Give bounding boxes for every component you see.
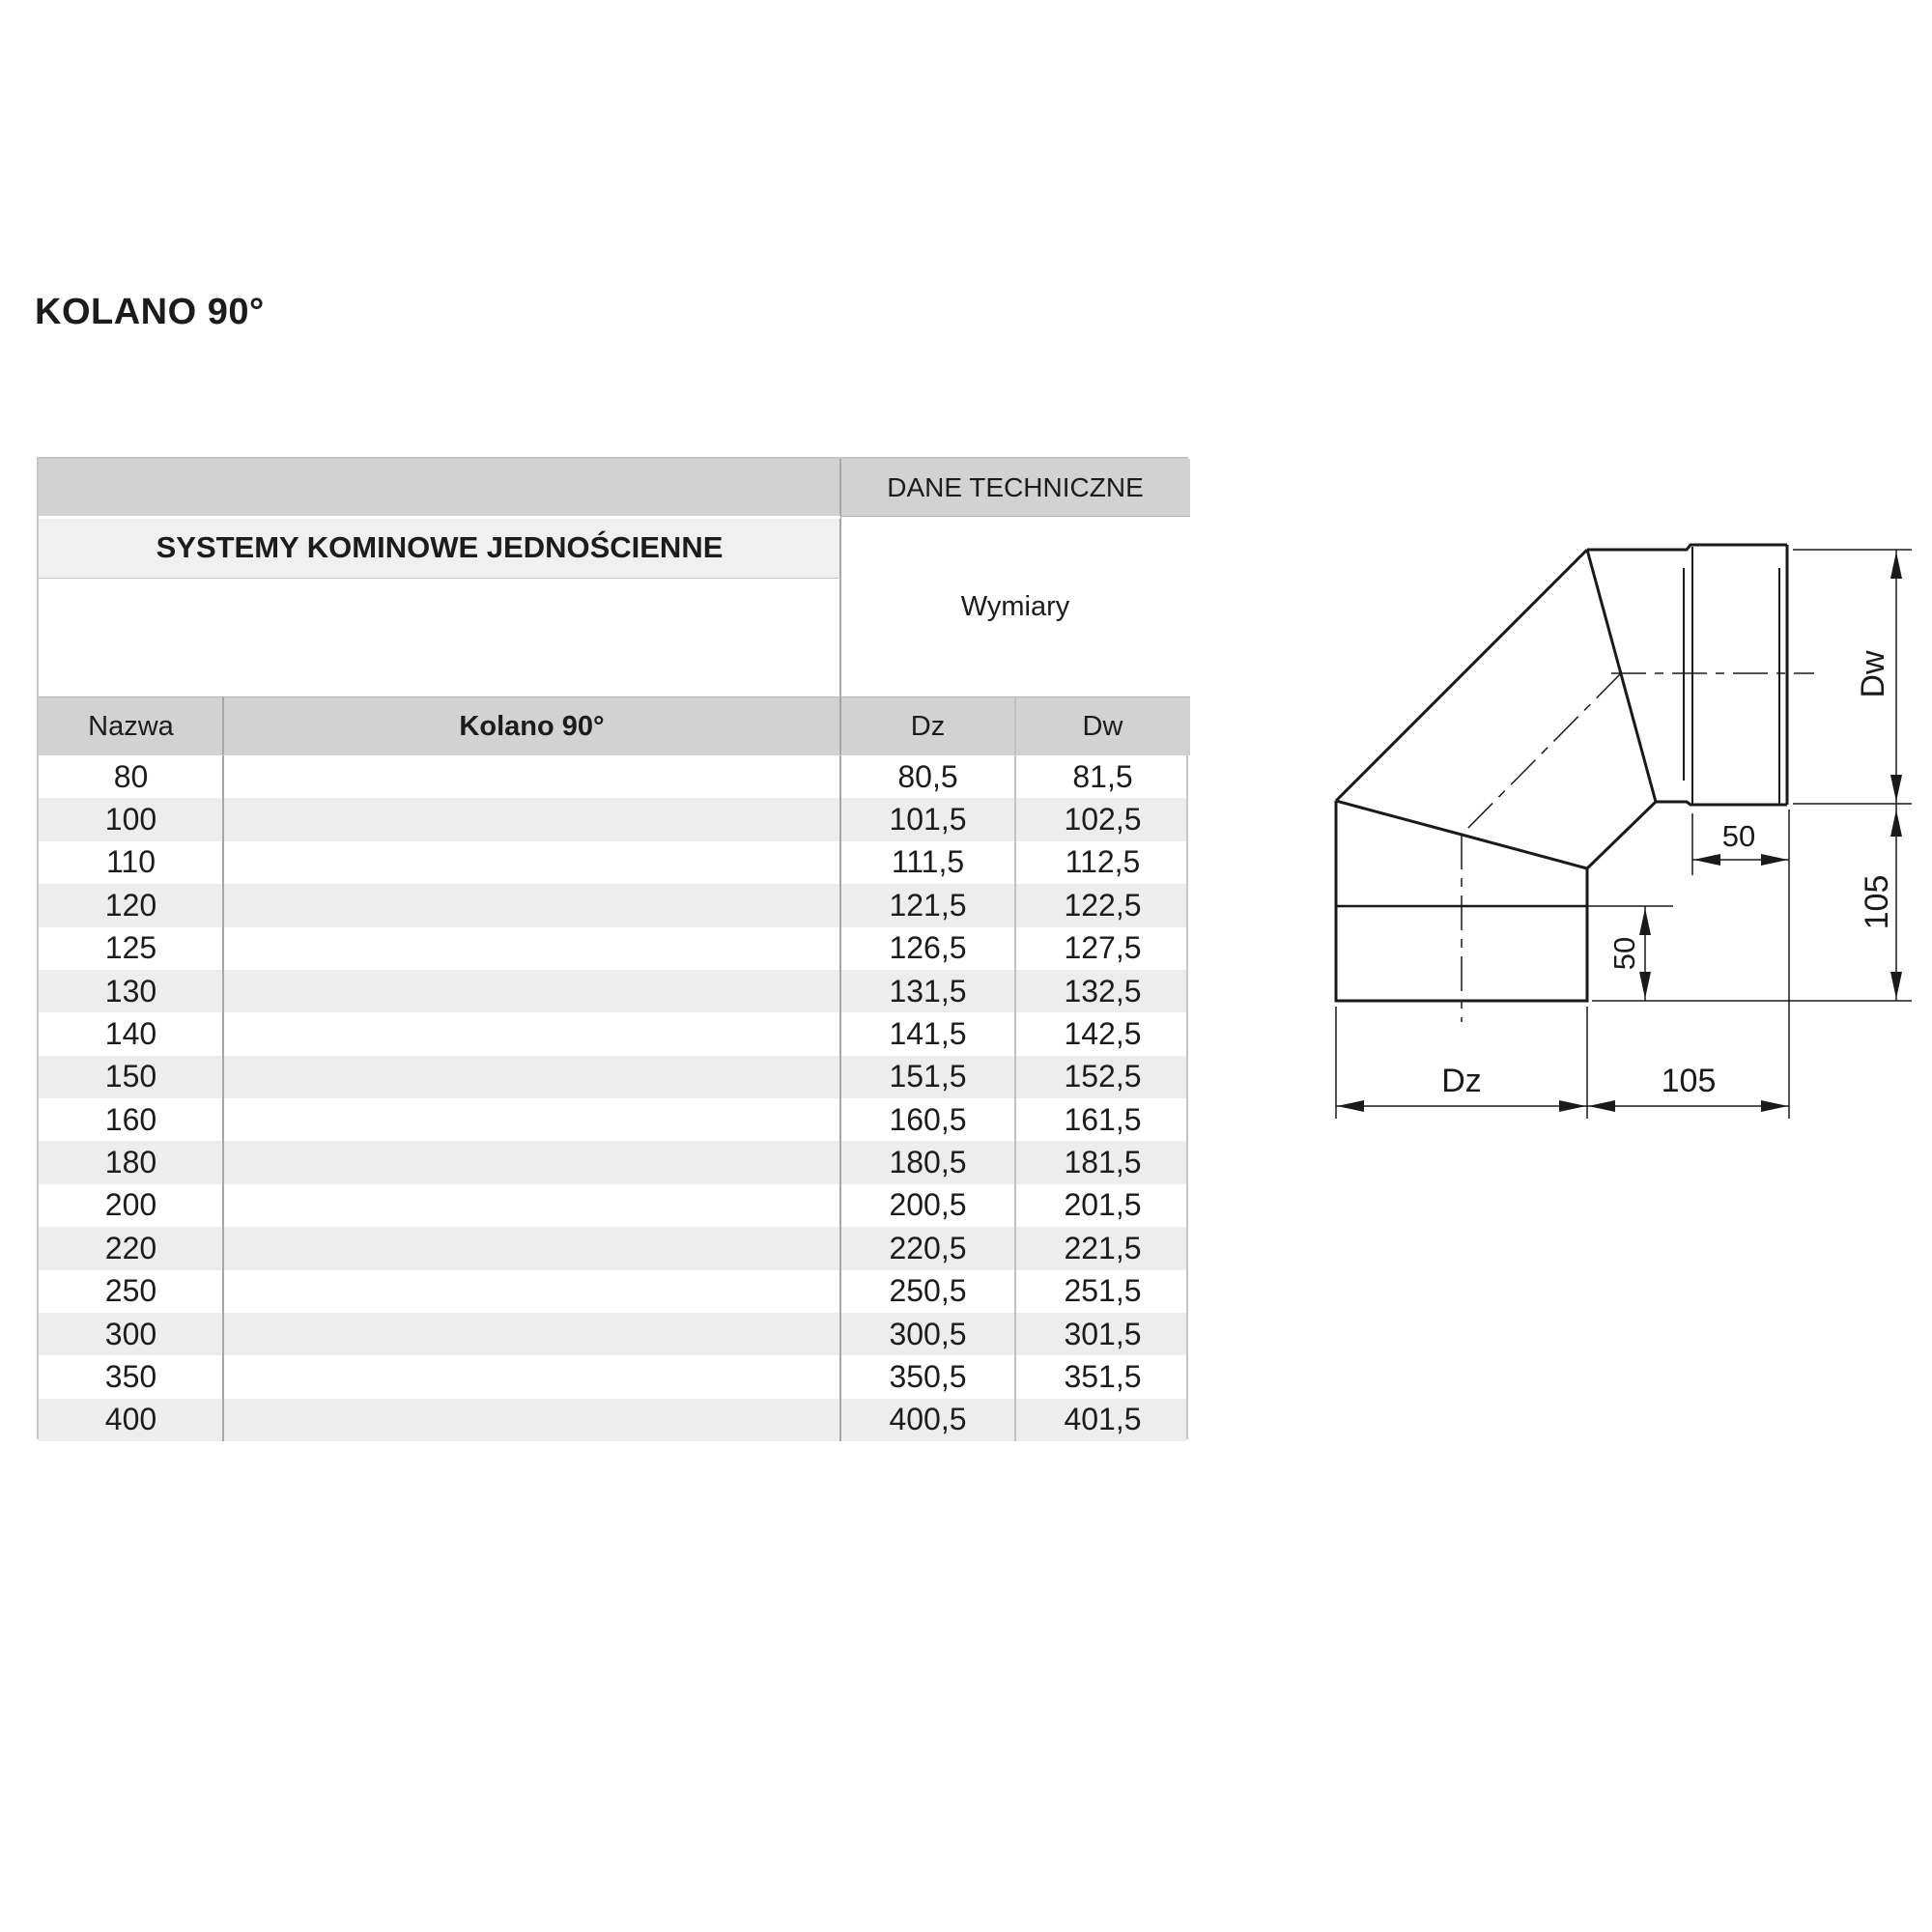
divider-main [839,459,841,1441]
cell-dw: 122,5 [1064,887,1142,923]
cell-nazwa: 300 [104,1316,157,1351]
cell-dw: 181,5 [1064,1145,1142,1180]
cell-dw: 142,5 [1064,1015,1142,1051]
cell-dw: 161,5 [1064,1101,1142,1137]
cell-nazwa: 120 [104,887,157,923]
table-corner-cell [39,459,840,517]
cell-kolano [223,798,840,840]
column-header-nazwa: Nazwa [39,697,223,755]
divider-row1-left [39,516,840,519]
cell-dz: 160,5 [889,1101,967,1137]
cell-dw: 201,5 [1064,1187,1142,1223]
dim-label-50-bottom: 50 [1607,936,1641,971]
cell-dz: 200,5 [889,1187,967,1223]
divider-nazwa [222,697,224,1441]
column-header-kolano: Kolano 90° [223,697,840,755]
cell-nazwa: 110 [105,844,156,880]
page-title: KOLANO 90° [35,292,265,332]
dim-label-dw: Dw [1855,650,1891,698]
cell-kolano [223,1313,840,1355]
cell-kolano [223,1227,840,1269]
cell-dz: 111,5 [891,844,965,880]
cell-kolano [223,1012,840,1055]
cell-kolano [223,841,840,884]
header-dane-techniczne: DANE TECHNICZNE [840,459,1190,517]
dim-label-dz: Dz [1441,1063,1482,1099]
cell-dw: 251,5 [1064,1273,1142,1309]
cell-nazwa: 80 [113,758,149,794]
cell-kolano [223,1098,840,1141]
cell-dw: 127,5 [1064,930,1142,966]
cell-dw: 351,5 [1064,1358,1142,1394]
cell-kolano [223,927,840,970]
cell-dz: 180,5 [889,1145,967,1180]
divider-row2 [39,578,840,579]
spec-table [37,457,1188,1439]
cell-dz: 101,5 [889,802,967,838]
cell-dw: 132,5 [1064,973,1142,1009]
cell-nazwa: 100 [104,802,157,838]
cell-dw: 102,5 [1064,802,1142,838]
divider-colhead-top [39,696,1190,697]
divider-colhead-bottom [39,754,1190,755]
cell-dz: 141,5 [889,1015,967,1051]
dimension-lines [1336,550,1896,1106]
cell-nazwa: 160 [104,1101,157,1137]
cell-nazwa: 200 [104,1187,157,1223]
cell-nazwa: 220 [104,1230,157,1265]
cell-dw: 81,5 [1072,758,1133,794]
cell-dz: 250,5 [889,1273,967,1309]
elbow-outline [1336,545,1787,1001]
dim-label-105-right: 105 [1859,874,1895,930]
cell-nazwa: 130 [104,973,157,1009]
cell-nazwa: 140 [104,1015,157,1051]
column-header-dw: Dw [1015,697,1190,755]
socket-lines [1684,547,1779,804]
cell-nazwa: 400 [104,1402,157,1437]
cell-dz: 121,5 [889,887,967,923]
elbow-technical-drawing [1294,406,1932,1159]
cell-kolano [223,1355,840,1398]
cell-dw: 401,5 [1064,1402,1142,1437]
dimension-arrowheads [1337,552,1902,1112]
empty-cell [39,579,840,697]
cell-dz: 350,5 [889,1358,967,1394]
cell-kolano [223,1270,840,1313]
column-header-dz: Dz [840,697,1015,755]
cell-dz: 126,5 [889,930,967,966]
cell-kolano [223,1141,840,1183]
cell-dz: 131,5 [889,973,967,1009]
cell-dz: 80,5 [897,758,958,794]
cell-kolano [223,1399,840,1441]
cell-kolano [223,884,840,926]
cell-dw: 152,5 [1064,1059,1142,1094]
header-systemy-kominowe: SYSTEMY KOMINOWE JEDNOŚCIENNE [39,517,840,579]
cell-dz: 151,5 [889,1059,967,1094]
cell-nazwa: 250 [104,1273,157,1309]
cell-nazwa: 125 [104,930,157,966]
cell-nazwa: 150 [104,1059,157,1094]
cell-dw: 112,5 [1065,844,1141,880]
dim-label-50-top: 50 [1721,819,1756,853]
cell-dz: 400,5 [889,1402,967,1437]
cell-dw: 221,5 [1064,1230,1142,1265]
cell-kolano [223,1056,840,1098]
cell-kolano [223,1184,840,1227]
cell-kolano [223,755,840,798]
divider-dz-dw [1014,697,1016,1441]
cell-dz: 300,5 [889,1316,967,1351]
cell-dz: 220,5 [889,1230,967,1265]
cell-dw: 301,5 [1064,1316,1142,1351]
divider-row1-right [840,516,1190,517]
dim-label-105-bottom: 105 [1661,1063,1717,1099]
header-wymiary: Wymiary [840,517,1190,697]
cell-kolano [223,970,840,1012]
cell-nazwa: 350 [104,1358,157,1394]
cell-nazwa: 180 [104,1145,157,1180]
